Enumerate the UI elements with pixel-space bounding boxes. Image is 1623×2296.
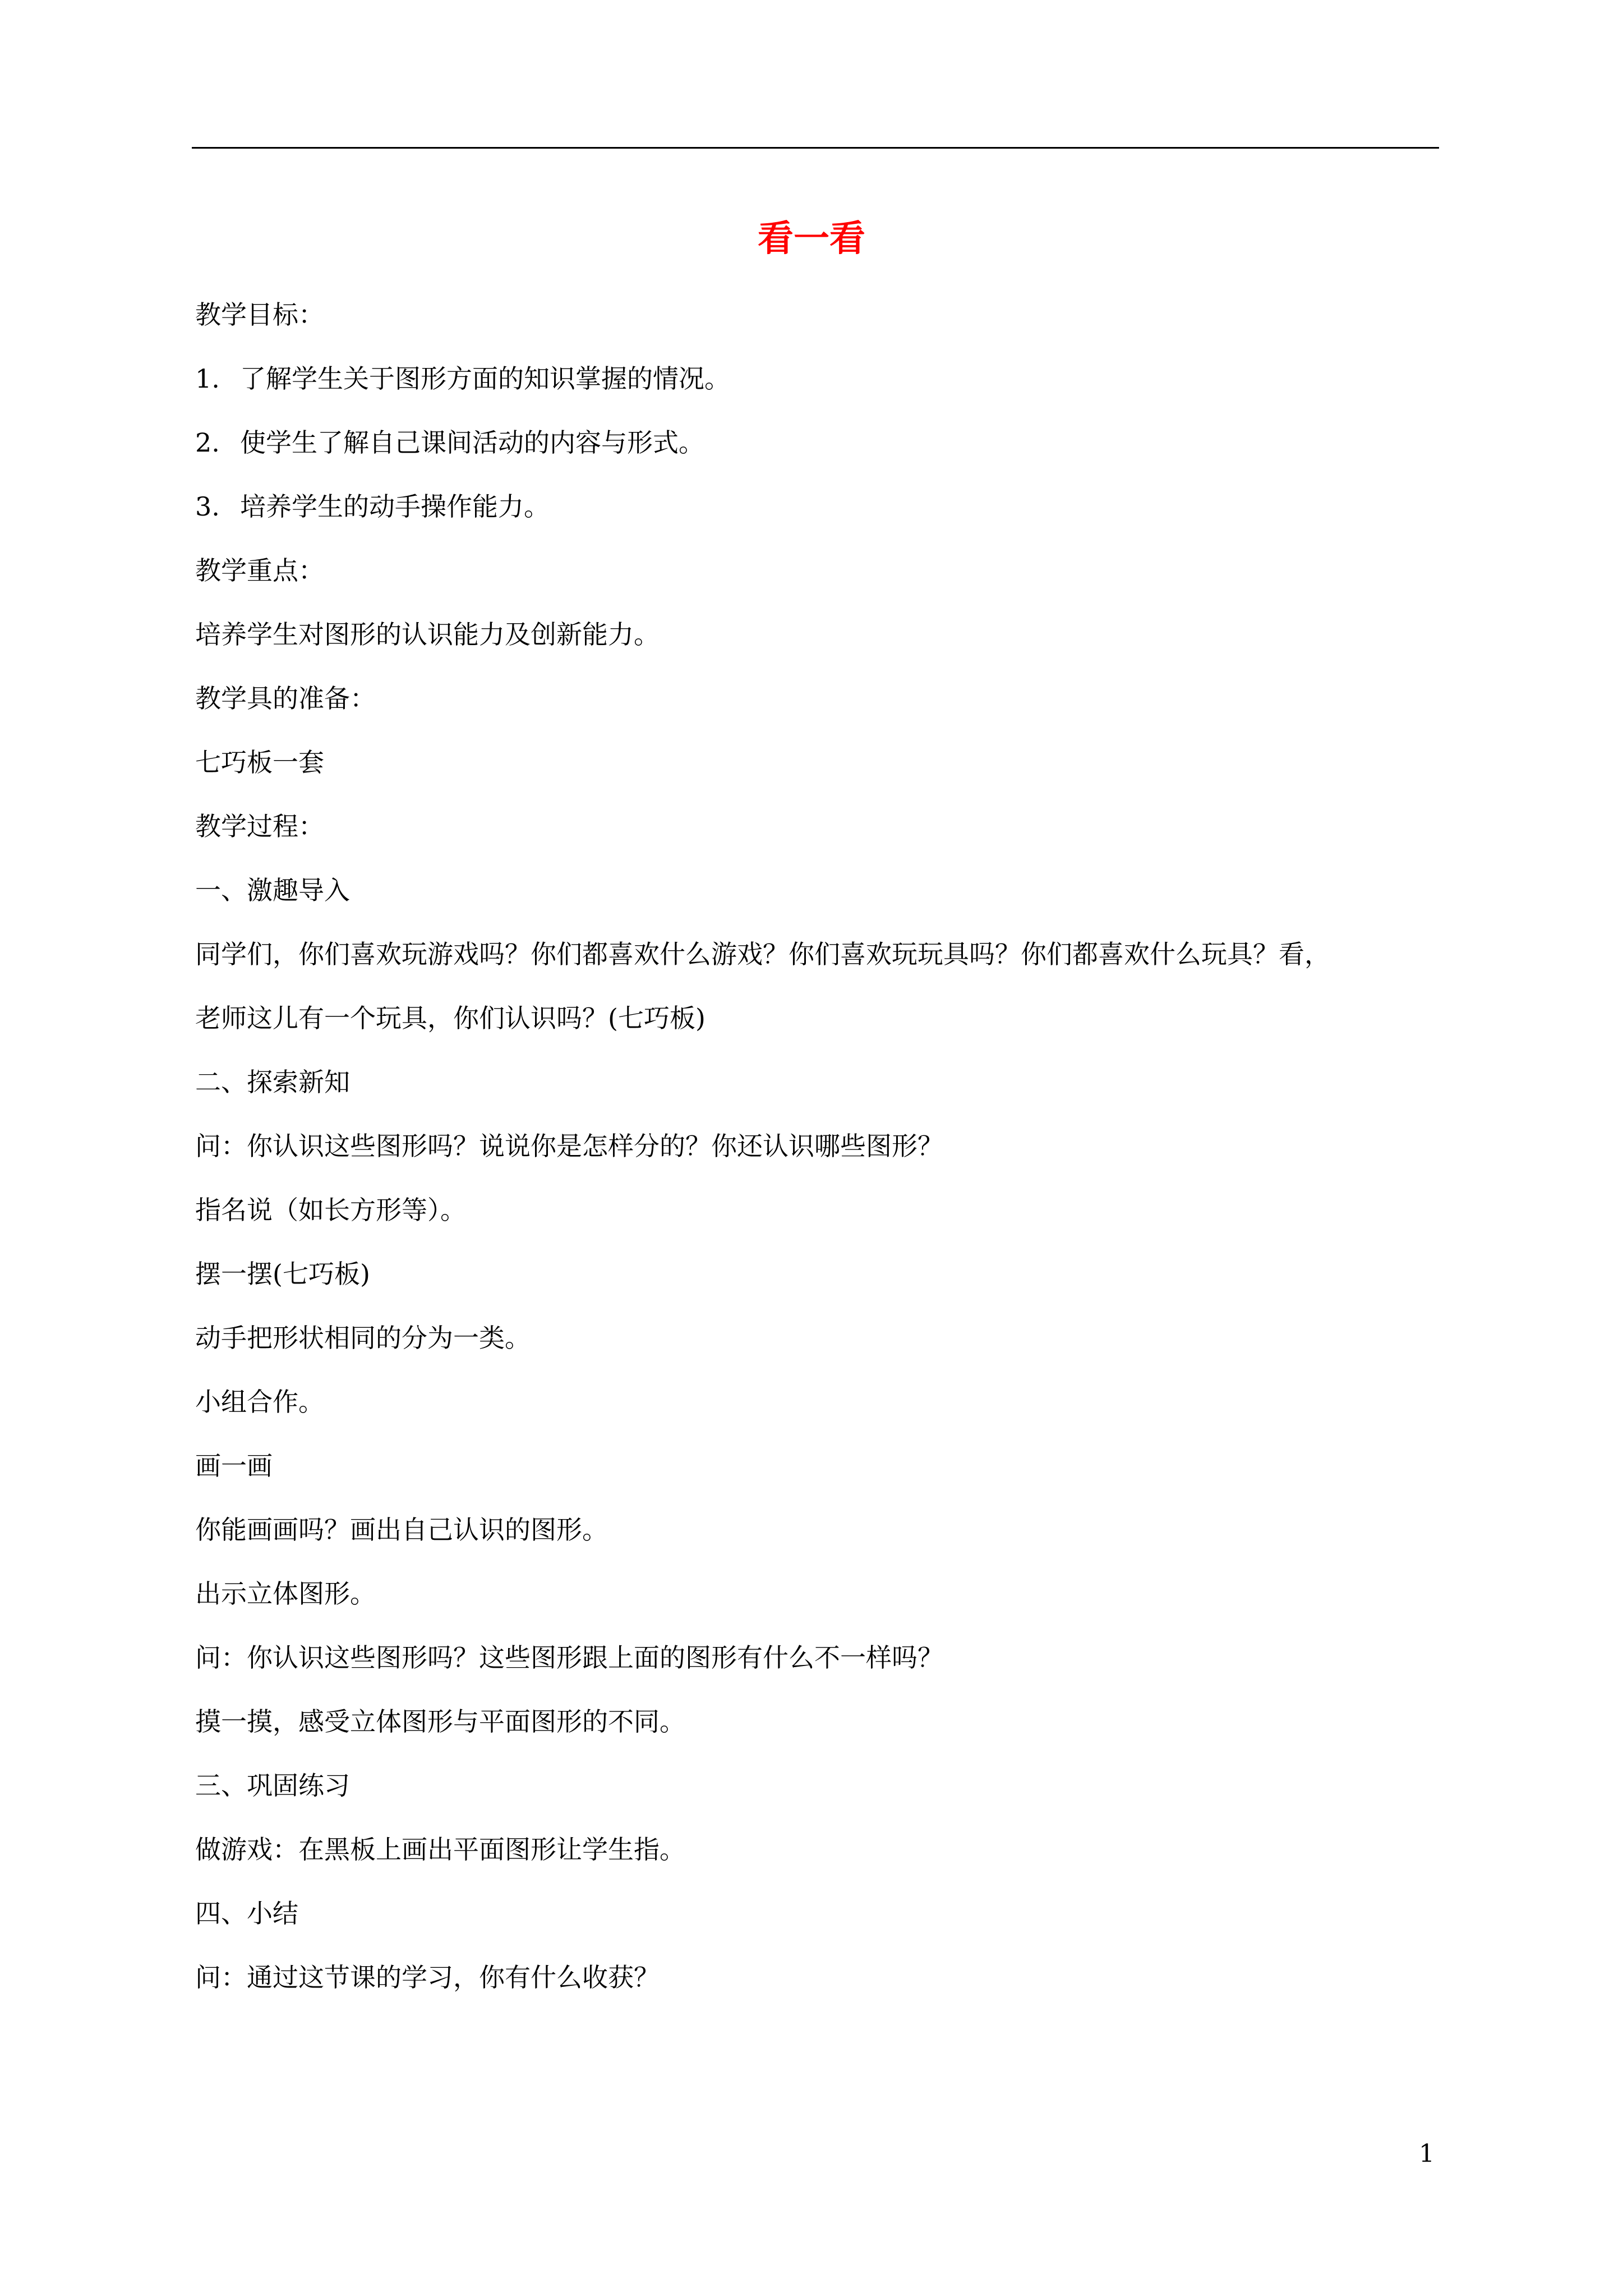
objective-item-3: [195, 488, 550, 525]
section-heading-4: 四、小结: [195, 1898, 298, 1929]
paragraph: 画一画: [195, 1451, 273, 1481]
list-item-text: 了解学生关于图形方面的知识掌握的情况。: [240, 364, 730, 394]
list-number: 3.: [195, 491, 220, 522]
section-heading-2: 二、探索新知: [195, 1067, 350, 1097]
paragraph: 做游戏：在黑板上画出平面图形让学生指。: [195, 1834, 685, 1865]
section-heading-1: 一、激趣导入: [195, 875, 350, 905]
list-number: 2.: [195, 427, 220, 458]
paragraph: 问：你认识这些图形吗？说说你是怎样分的？你还认识哪些图形？: [195, 1131, 943, 1161]
header-rule: [192, 147, 1439, 149]
paragraph: 摆一摆(七巧板): [195, 1259, 370, 1289]
paragraph: 七巧板一套: [195, 747, 324, 777]
section-heading-process: 教学过程：: [195, 811, 324, 841]
paragraph: 同学们，你们喜欢玩游戏吗？你们都喜欢什么游戏？你们喜欢玩玩具吗？你们都喜欢什么玩具？看，: [195, 939, 1330, 969]
paragraph: 摸一摸，感受立体图形与平面图形的不同。: [195, 1706, 685, 1737]
section-heading-key-points: 教学重点：: [195, 555, 324, 586]
list-item-text: 使学生了解自己课间活动的内容与形式。: [240, 427, 704, 458]
list-number: 1.: [195, 364, 220, 394]
document-title: 看一看: [758, 218, 865, 260]
paragraph: 问：通过这节课的学习，你有什么收获？: [195, 1962, 660, 1993]
paragraph: 指名说（如长方形等）。: [195, 1195, 466, 1225]
objective-item-1: [195, 360, 730, 397]
paragraph: 你能画画吗？画出自己认识的图形。: [195, 1515, 608, 1545]
paragraph: 动手把形状相同的分为一类。: [195, 1323, 531, 1353]
section-heading-objectives: 教学目标：: [195, 300, 324, 330]
section-heading-materials: 教学具的准备：: [195, 683, 376, 714]
paragraph: 老师这儿有一个玩具，你们认识吗？(七巧板): [195, 1003, 706, 1033]
paragraph: 小组合作。: [195, 1387, 324, 1417]
page-number: 1: [1419, 2139, 1435, 2168]
section-heading-3: 三、巩固练习: [195, 1770, 350, 1801]
objective-item-2: [195, 424, 704, 461]
paragraph: 出示立体图形。: [195, 1579, 376, 1609]
list-item-text: 培养学生的动手操作能力。: [240, 491, 550, 522]
paragraph: 培养学生对图形的认识能力及创新能力。: [195, 619, 660, 650]
paragraph: 问：你认识这些图形吗？这些图形跟上面的图形有什么不一样吗？: [195, 1642, 943, 1673]
